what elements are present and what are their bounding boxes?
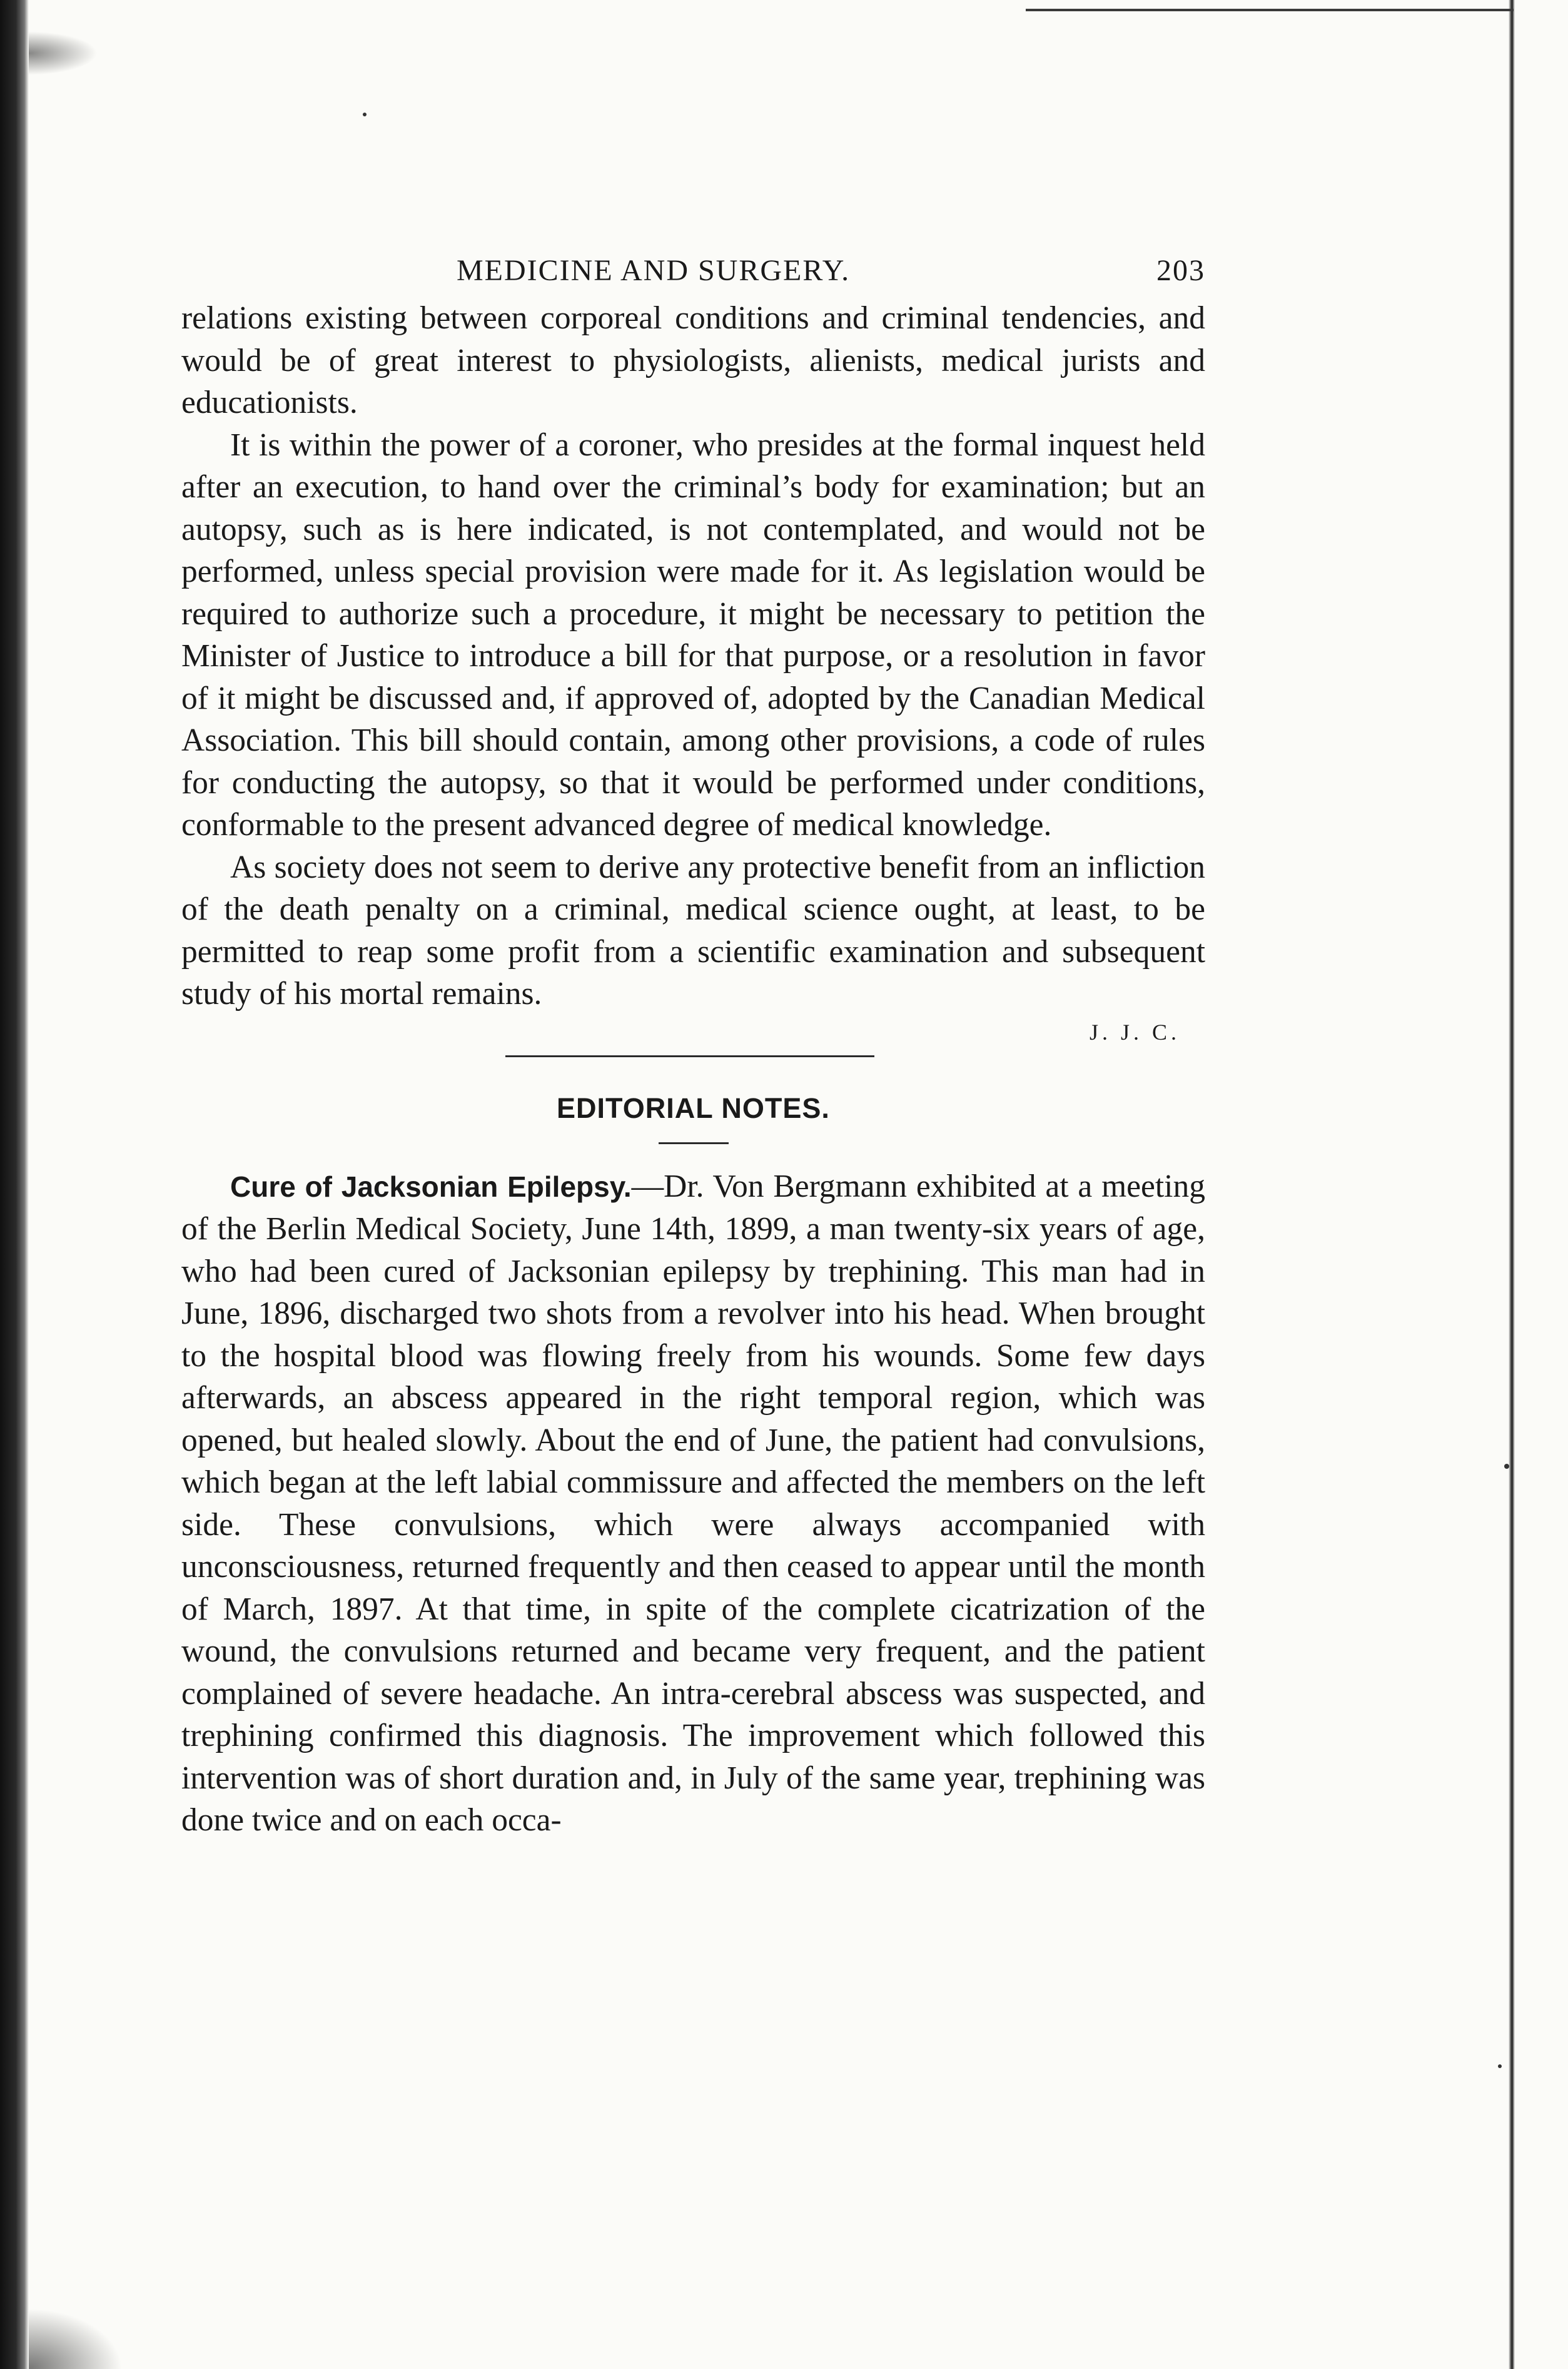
editorial-lead-text: —Dr. Von Bergmann exhibited at a meeting of the Berlin Medical Society, June 14th, 1899, a man twenty-six years of age, who had been cured of Jacksonian epilepsy by trephining. This man had in June, 1896, discharged two shots from a revolver into his head. When brought to the hospital blood was flowing freely from his wounds. Some few days afterwards, an abscess appeared in the right temporal region, which was opened, but healed slowly. About the end of June, the patient had convulsions, which began at the left labial commissure and affected the members on the left side. These convulsions, which were always accompanied with unconsciousness, returned frequently and then ceased to appear until the month of March, 1897. At that time, in spite of the complete cicatrization of the wound, the convulsions returned and became very frequent, and the patient complained of severe headache. An intra-cerebral abscess was suspected, and trephining confirmed this diagnosis. The improvement which followed this intervention was of short duration and, in July of the same year, trephining was done twice and on each occa- (181, 1168, 1205, 1838)
scan-speck (1504, 1464, 1509, 1469)
article-paragraph: It is within the power of a coroner, who presides at the formal inquest held after an execution, to hand over the criminal’s body for examination; but an autopsy, such as is here indicated, is not contemplated, and would not be performed, unless special provision were made for it. As legislation would be required to authorize such a procedure, it might be necessary to petition the Minister of Justice to introduce a bill for that purpose, or a resolution in favor of it might be discussed and, if approved of, adopted by the Canadian Medical Association. This bill should contain, among other provisions, a code of rules for conducting the autopsy, so that it would be performed under conditions, conformable to the present advanced degree of medical knowledge. (181, 427, 1205, 843)
editorial-paragraph (181, 1165, 1205, 1842)
article-paragraph: As society does not seem to derive any protective benefit from an infliction of the death penalty on a criminal, medical science ought, at least, to be permitted to reap some profit from a scientific examination and subsequent study of his mortal remains. (181, 849, 1205, 1012)
page-edge-top (1026, 9, 1514, 11)
scan-smudge-top (29, 31, 98, 75)
author-signature: J. J. C. (1089, 1019, 1180, 1045)
heading-rule (659, 1142, 729, 1144)
scan-speck (1498, 2064, 1502, 2068)
running-head-title: MEDICINE AND SURGERY. (457, 254, 851, 287)
article-paragraph: relations existing between corporeal conditions and criminal tendencies, and would be of great interest to physiologists, alienists, medical jurists and educationists. (181, 300, 1205, 420)
article-body (181, 297, 1205, 1045)
section-heading: EDITORIAL NOTES. (557, 1092, 830, 1124)
running-head (181, 253, 1205, 297)
page-content (181, 253, 1205, 1842)
book-binding-shadow (0, 0, 29, 2369)
scan-smudge-bottom (29, 2308, 123, 2369)
scan-speck (363, 113, 367, 116)
page-edge-right (1509, 0, 1515, 2369)
page-number: 203 (1156, 254, 1205, 287)
editorial-lead-title: Cure of Jacksonian Epilepsy. (230, 1170, 632, 1203)
section-divider (505, 1055, 874, 1057)
